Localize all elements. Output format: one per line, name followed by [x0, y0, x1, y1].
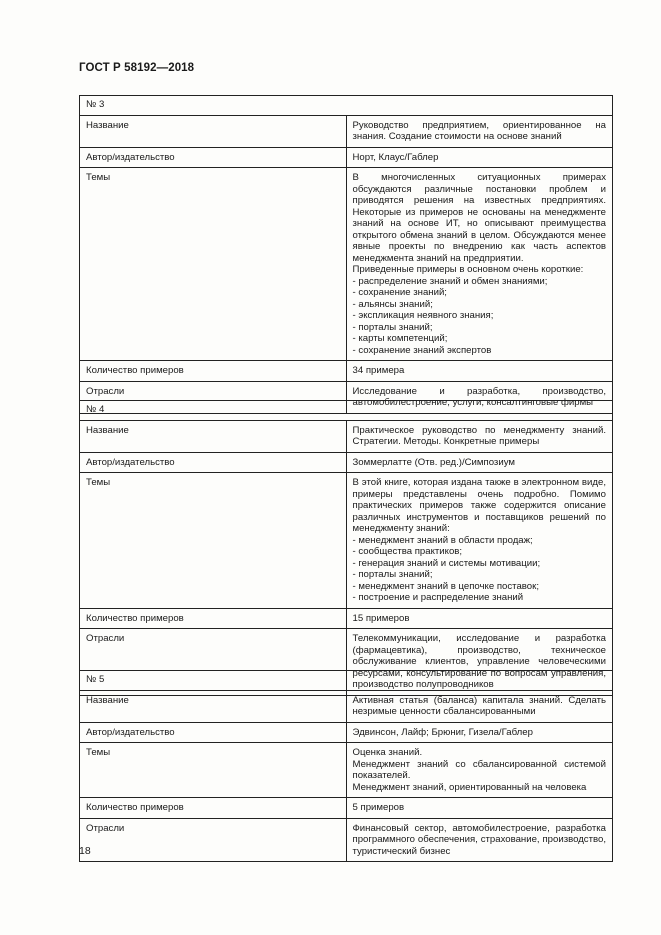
- entry-author: Зоммерлатте (Отв. ред.)/Симпозиум: [346, 452, 613, 473]
- topics-line: Приведенные примеры в основном очень короткие:: [352, 264, 584, 275]
- source-card-3: [79, 95, 613, 414]
- document-header: ГОСТ Р 58192—2018: [79, 62, 195, 74]
- topics-line: - менеджмент знаний в области продаж;: [352, 534, 533, 546]
- topics-line: - сохранение знаний;: [352, 287, 447, 298]
- entry-count: 5 примеров: [346, 798, 613, 819]
- label-topics: Темы: [80, 473, 347, 609]
- label-count: Количество примеров: [80, 608, 347, 629]
- topics-line: - генерация знаний и системы мотивации;: [352, 557, 541, 569]
- label-author: Автор/издательство: [80, 452, 347, 473]
- topics-line: Оценка знаний.: [352, 747, 423, 758]
- label-topics: Темы: [80, 168, 347, 361]
- topics-line: В этой книге, которая издана также в электронном виде, примеры представлены очень подробно. Помимо практических примеров также содержится описание различных инструментов и поставщиков решений по менеджменту знаний:: [352, 477, 609, 534]
- label-count: Количество примеров: [80, 798, 347, 819]
- entry-name: Практическое руководство по менеджменту знаний. Стратегии. Методы. Конкретные примеры: [346, 420, 613, 452]
- topics-line: - порталы знаний;: [352, 569, 433, 580]
- topics-line: - распределение знаний и обмен знаниями;: [352, 275, 548, 287]
- label-author: Автор/издательство: [80, 147, 347, 168]
- topics-line: - альянсы знаний;: [352, 298, 433, 310]
- label-sectors: Отрасли: [80, 629, 347, 696]
- entry-topics: [346, 168, 613, 361]
- label-sectors: Отрасли: [80, 818, 347, 862]
- topics-line: - экспликация неявного знания;: [352, 310, 494, 321]
- source-card-4: [79, 400, 613, 696]
- label-topics: Темы: [80, 743, 347, 798]
- entry-topics: [346, 473, 613, 609]
- entry-number: № 4: [80, 401, 613, 421]
- entry-sectors: Исследование и разработка, производство, автомобилестроение, услуги, консалтинговые фирмы: [346, 381, 613, 413]
- entry-name: Активная статья (баланса) капитала знаний. Сделать незримые ценности сбалансированными: [346, 690, 613, 722]
- topics-line: В многочисленных ситуационных примерах обсуждаются различные постановки проблем и приводятся решения на известных предприятиях. Некоторые из примеров не основаны на менеджменте знаний на основе ИТ, но описывают преимущества открытого обмена знаний в целом. Обсуждаются менее явные проекты по внедрению как часть аспектов менеджмента знаний на предприятии.: [352, 172, 609, 264]
- label-author: Автор/издательство: [80, 722, 347, 743]
- entry-author: Норт, Клаус/Габлер: [346, 147, 613, 168]
- entry-count: 15 примеров: [346, 608, 613, 629]
- page-number: 18: [79, 845, 91, 857]
- topics-line: - менеджмент знаний в цепочке поставок;: [352, 580, 539, 592]
- entry-number: № 3: [80, 96, 613, 116]
- topics-line: - порталы знаний;: [352, 321, 433, 333]
- topics-line: - построение и распределение знаний: [352, 592, 524, 603]
- topics-line: - карты компетенций;: [352, 333, 448, 344]
- topics-line: - сохранение знаний экспертов: [352, 344, 492, 356]
- entry-sectors: Финансовый сектор, автомобилестроение, разработка программного обеспечения, страхование, производство, туристический бизнес: [346, 818, 613, 862]
- entry-number: № 5: [80, 671, 613, 691]
- label-name: Название: [80, 115, 347, 147]
- label-name: Название: [80, 420, 347, 452]
- label-sectors: Отрасли: [80, 381, 347, 413]
- label-count: Количество примеров: [80, 361, 347, 382]
- entry-name: Руководство предприятием, ориентированное на знания. Создание стоимости на основе знаний: [346, 115, 613, 147]
- label-name: Название: [80, 690, 347, 722]
- topics-line: - сообщества практиков;: [352, 546, 463, 557]
- topics-line: Менеджмент знаний, ориентированный на человека: [352, 781, 587, 793]
- source-card-5: [79, 670, 613, 862]
- entry-author: Эдвинсон, Лайф; Брюниг, Гизела/Габлер: [346, 722, 613, 743]
- entry-count: 34 примера: [346, 361, 613, 382]
- entry-topics: [346, 743, 613, 798]
- entry-sectors: Телекоммуникации, исследование и разработка (фармацевтика), производство, техническое обслуживание клиентов, управление человеческими ресурсами, консультирование по вопросам управления, производство полупроводников: [346, 629, 613, 696]
- topics-line: Менеджмент знаний со сбалансированной системой показателей.: [352, 758, 609, 781]
